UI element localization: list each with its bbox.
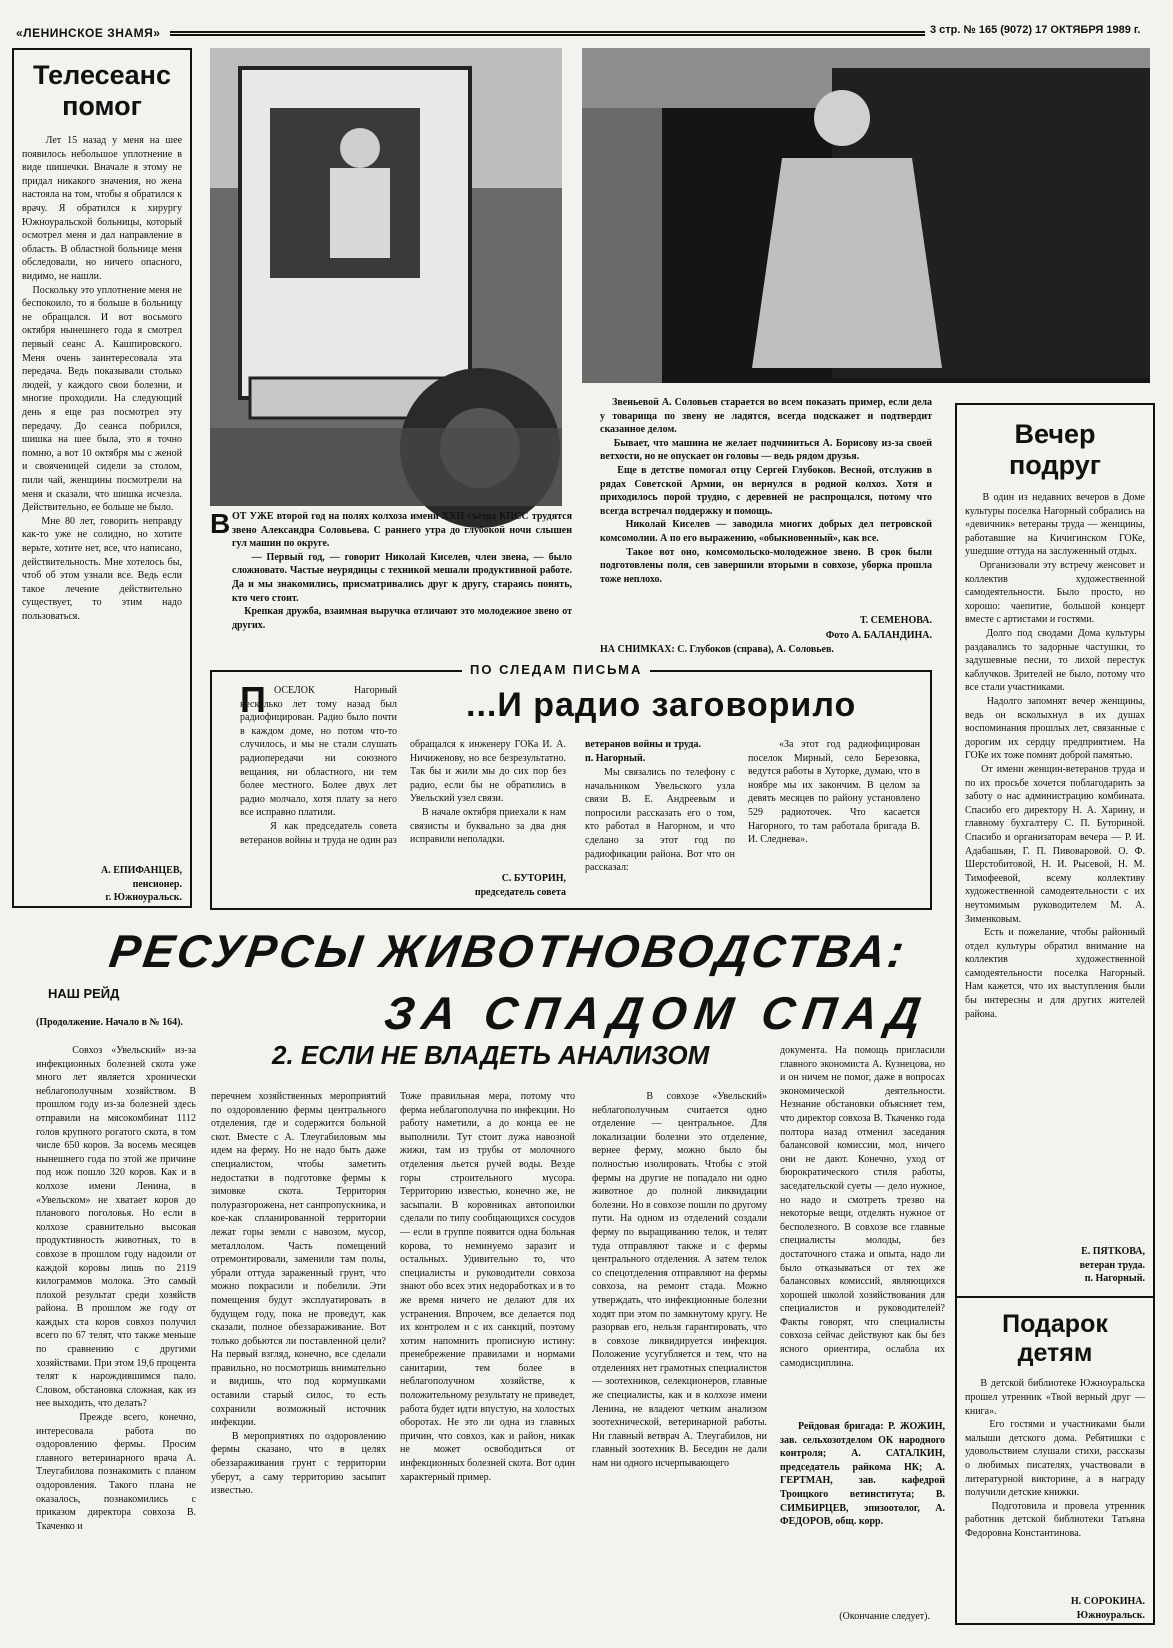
podarok-signature: Н. СОРОКИНА. Южноуральск.	[1070, 1596, 1145, 1621]
newspaper-name: «ЛЕНИНСКОЕ ЗНАМЯ»	[16, 26, 161, 40]
lead-text: ОТ УЖЕ второй год на полях колхоза имени XXII съезда КПСС трудятся звено Александра Соловьева. С раннего утра до глубокой ночи слышен гул машин по округе. — Первый год, — говорит Николай Киселев, член звена, — было сложновато. Частые неурядицы с техникой мешали продуктивной работе. Да и мы знакомились, присматривались друг к другу, стараясь понять, кто чего стоит. Крепкая дружба, взаимная выручка отличают это молодежное звено от других.	[232, 511, 573, 631]
radio-col-3: Мы связались по телефону с начальником Увельского узла связи В. Е. Андреевым и попросили рассказать его о том, кто работал в Нагорном, и что сделано за этот год по радиофикации района. Вот что он рассказал:	[585, 767, 738, 874]
photo-caption: НА СНИМКАХ: С. Глубоков (справа), А. Соловьев.	[600, 644, 834, 655]
radio-kicker: ПО СЛЕДАМ ПИСЬМА	[462, 662, 650, 677]
resources-col-3: Тоже правильная мера, потому что ферма неблагополучна по инфекции. Но работу наметили, а до конца ее не выполнили. Тут стоит лужа навозной жижи, там из трубы от молочного отделения льется ручей воды. Везде горы строительного мусора. Территорию известью, конечно же, не засыпали. В коровниках автопоилки сделали по типу сообщающихся сосудов — если в группе появится одна больная корова, то неминуемо заразит и остальных. Удивительно то, что специалисты и руководители совхоза знают обо всех этих недоработках и в то же время ничего не делают для их устранения. Впрочем, все делается под их контролем и с их санкций, поэтому хотим напомнить прописную истину: пренебрежение правилами и нормами санитарии, тем более в неблагополучном хозяйстве, к положительному результату не приведет, работа будет идти впустую, на холостых оборотах. Не это ли одна из главных причин, что совхоз, как и район, никак не может освободиться от инфекционных болезней скота. Вот один характерный пример.	[400, 1091, 578, 1483]
photo-story-continued: Звеньевой А. Соловьев старается во всем показать пример, если дела у товарища по звену не ладятся, всегда подскажет и подтвердит сказанное делом. Бывает, что машина не желает подчиниться А. Борисову из-за своей ветхости, но не опускает он головы — ведь рядом друзья. Еще в детстве помогал отцу Сергей Глубоков. Весной, отслужив в рядах Советской Армии, он вернулся в родной колхоз. Хотя и приходилось порой трудно, с деревней не распрощался, потому что всегда встречал поддержку и помощь. Николай Киселев — заводила многих добрых дел петровской комсомолии. А по его выражению, «обыкновенный», как все. Такое вот оно, комсомольско-молодежное звено. В срок были подготовлены поля, сев завершили вторыми в совхозе, уборка прошла тоже неплохо.	[600, 397, 933, 585]
resources-subtitle: 2. ЕСЛИ НЕ ВЛАДЕТЬ АНАЛИЗОМ	[272, 1040, 710, 1070]
resources-title-2: ЗА СПАДОМ СПАД	[381, 987, 932, 1039]
issue-info: 3 стр. № 165 (9072) 17 ОКТЯБРЯ 1989 г.	[930, 24, 1141, 36]
photo-story-lead	[210, 510, 572, 650]
radio-col-4: «За этот год радиофицирован поселок Мирный, село Березовка, ведутся работы в Хуторке, думаю, что в ноябре мы их закончим. В целом за девять месяцев по району установлено 529 радиоточек. Что касается Нагорного, то там работала бригада В. И. Следнева».	[748, 739, 923, 846]
podarok-body: В детской библиотеке Южноуральска прошел утренник «Твой верный друг — книга». Его гостями и участниками были малыши детского дома. Ребятишки с удовольствием слушали стихи, рассказы о любимых писателях, участвовали в литературной викторине, а в награду получили детские книжки. Подготовила и провела утренник работник детской библиотеки Татьяна Федоровна Константинова.	[965, 1378, 1146, 1539]
column-divider	[957, 1296, 1153, 1298]
vecher-title: Вечер подруг	[1009, 419, 1101, 481]
photo-story-author: Т. СЕМЕНОВА.	[860, 615, 932, 626]
podarok-title: Подарок детям	[1002, 1309, 1108, 1367]
radio-title: ...И радио заговорило	[466, 686, 857, 724]
photo-tractor-driver	[210, 48, 562, 506]
telesean-article	[12, 48, 192, 908]
continuation-note: (Продолжение. Начало в № 164).	[36, 1017, 183, 1028]
telesean-body: Лет 15 назад у меня на шее появилось небольшое уплотнение в виде шишечки. Вначале я этому не придал никакого значения, но жена настояла на том, чтобы я обратился к врачу. Я обратился к хирургу Южноуральской больницы, который осмотрел меня и дал направление в область. В областной больнице меня обследовали, но ничего опасного, видимо, не нашли. Поскольку это уплотнение меня не беспокоило, то я больше в больницу не обращался. И вот восьмого октября нынешнего года я смотрел первый сеанс А. Кашпировского. Меня очень заинтересовала эта передача. Ведь показывали столько людей, у каждого свои болезни, и многие проходили. На следующий день я еще раз посмотрел эту передачу. До сеанса побрился, шишка на шее была, это я точно помню, а вот 10 октября мы с женой и свояченицей сидели за столом, пили чай, женщины посмотрели на меня и сказали, что шишка исчезла. Действительно, ее больше не было. Мне 80 лет, говорить неправду как-то уже не солидно, но хотите верьте, хотите нет, все, что написано, действительность. Мне хотелось бы, чтоб об этом узнали все. Ведь если такое лечение действительно существует, то этим надо пользоваться.	[22, 135, 183, 622]
raid-label: НАШ РЕЙД	[48, 986, 120, 1001]
vecher-body: В один из недавних вечеров в Доме культуры поселка Нагорный собрались на «девичник» ветераны труда — женщины, работавшие на Кичигинском ГОКе, ушедшие оттуда на заслуженный отдых. Организовали эту встречу женсовет и коллектив художественной самодеятельности. Было просто, но хорошо: чаепитие, большой концерт вместе с артистами и гостями. Долго под сводами Дома культуры раздавались то задорные частушки, то задушевные песни, то лихой перестук каблучков. Зрителей не было, потому что все стали участниками. Надолго запомнят вечер женщины, ведь он всколыхнул в их душах воспоминания прошлых лет, связанные с дорогим их сердцу предприятием. На ГОКе их тоже помнят доброй памятью. От имени женщин-ветеранов труда и по их просьбе хочется поблагодарить за заботу о нас администрацию комбината. Спасибо его директору Н. А. Харину, и главному бухгалтеру С. П. Буториной. Спасибо и организаторам вечера — Р. И. Адабашьян, Г. П. Пивоваровой. О. Ф. Шерстобитовой, Н. И. Рысевой, Н. М. Тимофеевой, всему коллективу художественной самодеятельности с их неутомимым руководителем М. А. Зименковым. Есть и пожелание, чтобы районный отдел культуры обратил внимание на коллектив художественной самодеятельности поселка Нагорный. Нам кажется, что их выступления были бы интересны и для других жителей района.	[965, 492, 1146, 1020]
resources-title-1: РЕСУРСЫ ЖИВОТНОВОДСТВА:	[106, 925, 911, 977]
telesean-title: Телесеанс помог	[33, 60, 171, 122]
lead-dropcap: В	[210, 508, 231, 539]
to-be-continued: (Окончание следует).	[839, 1611, 930, 1622]
radio-col-1: ОСЕЛОК Нагорный несколько лет тому назад был радиофицирован. Радио было почти в каждом доме, но потом что-то случилось, и мы не стали слушать радиопередачи ни союзного вещания, ни областного, ни тем более местного. Более двух лет радио молчало, хотя плату за него все исправно платили. Я как председатель совета ветеранов войны и труда не один раз	[240, 685, 397, 846]
vecher-article	[955, 403, 1155, 1625]
radio-dropcap: П	[240, 679, 266, 720]
resources-col-1: Совхоз «Увельский» из-за инфекционных болезней скота уже много лет является хронически неблагополучным хозяйством. В прошлом году из-за болезней здесь отправили на мясокомбинат 1112 голов крупного рогатого скота, в том числе 650 коров. За восемь месяцев нынешнего года по этой же причине под нож пошло 320 коров. Как и в колхозе имени Ленина, в «Увельском» не хватает коров до планового поголовья. Но если в колхозе сравнительно высокая продуктивность животных, то в совхозе в прошлом году надоили от каждой коровы лишь по 2119 килограммов молока. Это самый плохой результат среди хозяйств района. В прошлом же году от каждых ста коров совхоз получил всего по 67 телят, что также меньше по сравнению с другими хозяйствами. При этом 19,6 процента телят к нарождившимся пало. Словом, обстановка сложная, как из нее выходить, что делать? Прежде всего, конечно, интересовала работа по оздоровлению фермы. Просим главного ветеринарного врача А. Тлеугабилова познакомить с планом оздоровления. Такого плана не оказалось, познакомились с приказом директора совхоза В. Ткаченко и	[36, 1045, 197, 1532]
resources-col-5: документа. На помощь пригласили главного экономиста А. Кузнецова, но и он ничем не помог, даже в вопросах экономической деятельности. Незнание обстановки объясняет тем, что директор совхоза В. Ткаченко года полтора назад отменил заседания балансовой комиссии, мол, ничего они не дают. Конечно, уход от бюрократического стиля работы, заседательской суеты — дело нужное, но надо и смотреть трезво на некоторые вещи, отделять нужное от бесполезного. В совхозе все главные специалисты молоды, без достаточного стажа и опыта, надо ли было отказываться от тех же балансовых комиссий, являющихся хорошей школой хозяйствования для специалистов и руководителей? Факты говорят, что специалисты совхоза сейчас действуют как бы без ясного ориентира, ослабла их самодисциплина.	[780, 1045, 948, 1369]
radio-col-3-lead: ветеранов войны и труда. п. Нагорный.	[585, 739, 701, 764]
photo-team-leader	[582, 48, 1150, 383]
radio-col-2-signature: С. БУТОРИН, председатель совета	[474, 873, 566, 898]
resources-col-4: В совхозе «Увельский» неблагополучным считается одно отделение — центральное. Для локализации болезни это отделение, вернее ферму, можно было бы полностью изолировать. Чтобы с этой фермы на другие не попадало ни одно животное до полной ликвидации болезни. Но в совхозе пошли по другому пути. На одном из отделений создали ферму по выращиванию телок, и телят туда отправляют также и с фермы центрального отделения. А затем телок со спецотделения отправляют на фермы совхоза, на ремонт стада. Можно утверждать, что инфекционные болезни ходят при этом по замкнутому кругу. Не разорвав его, нельзя гарантировать, что в совхозе ликвидируется инфекция. Положение усугубляется и тем, что на отделениях нет грамотных специалистов — зоотехников, селекционеров, главные же специалисты, как и в колхозе имени Ленина, не владеют четким анализом зоотехнической, ветеринарной работы. Ни главный ветврач А. Тлеугабилов, ни главный зоотехник В. Беседин не дали нам ни одного исчерпывающего	[592, 1091, 770, 1470]
resources-col-2: перечнем хозяйственных мероприятий по оздоровлению фермы центрального отделения, где и содержится больной скот. Вместе с А. Тлеугабиловым мы идем на ферму. Но не надо быть даже специалистом, чтобы заметить недостатки в подготовке фермы к зимовке скота. Территория полуразгорожена, нет санпропускника, и кое-как спланированной территории лежат горы земли с навозом, мусор, металлолом. Часть помещений отремонтировали, заменили там полы, убрали оттуда зараженный грунт, что можно покрасили и побелили. Эти помещения будут эксплуатировать в будущем году, пока не проведут, как сказали, полное обеззараживание. Вот только добьются ли поставленной цели? На первый взгляд, конечно, все сделали правильно, но посмотришь внимательно и видишь, что под кормушками оставили старый силос, то есть сохранили возможный источник инфекции. В мероприятиях по оздоровлению фермы сказано, что в целях обеззараживания грунт с территории уберут, а саму территорию засыпят известью.	[211, 1091, 386, 1497]
header-rule	[170, 31, 925, 36]
radio-col-2: обращался к инженеру ГОКа И. А. Ничиженову, но все безрезультатно. Так бы и жили мы до сих пор без радио, если бы не обратились в Увельский узел связи. В начале октября приехали к нам связисты и буквально за два дня исправили неполадки.	[410, 739, 567, 846]
vecher-signature: Е. ПЯТКОВА, ветеран труда. п. Нагорный.	[1079, 1246, 1145, 1285]
raid-brigade: Рейдовая бригада: Р. ЖОЖИН, зав. сельхозотделом ОК народного контроля; А. САТАЛКИН, председатель райкома НК; А. ГЕРТМАН, зав. кафедрой Троицкого ветинститута; В. СИМБИРЦЕВ, эпизоотолог, А. ФЕДОРОВ, общ. корр.	[780, 1421, 948, 1528]
telesean-signature: А. ЕПИФАНЦЕВ, пенсионер. г. Южноуральск.	[100, 865, 182, 904]
photo-story-credit: Фото А. БАЛАНДИНА.	[825, 630, 932, 641]
